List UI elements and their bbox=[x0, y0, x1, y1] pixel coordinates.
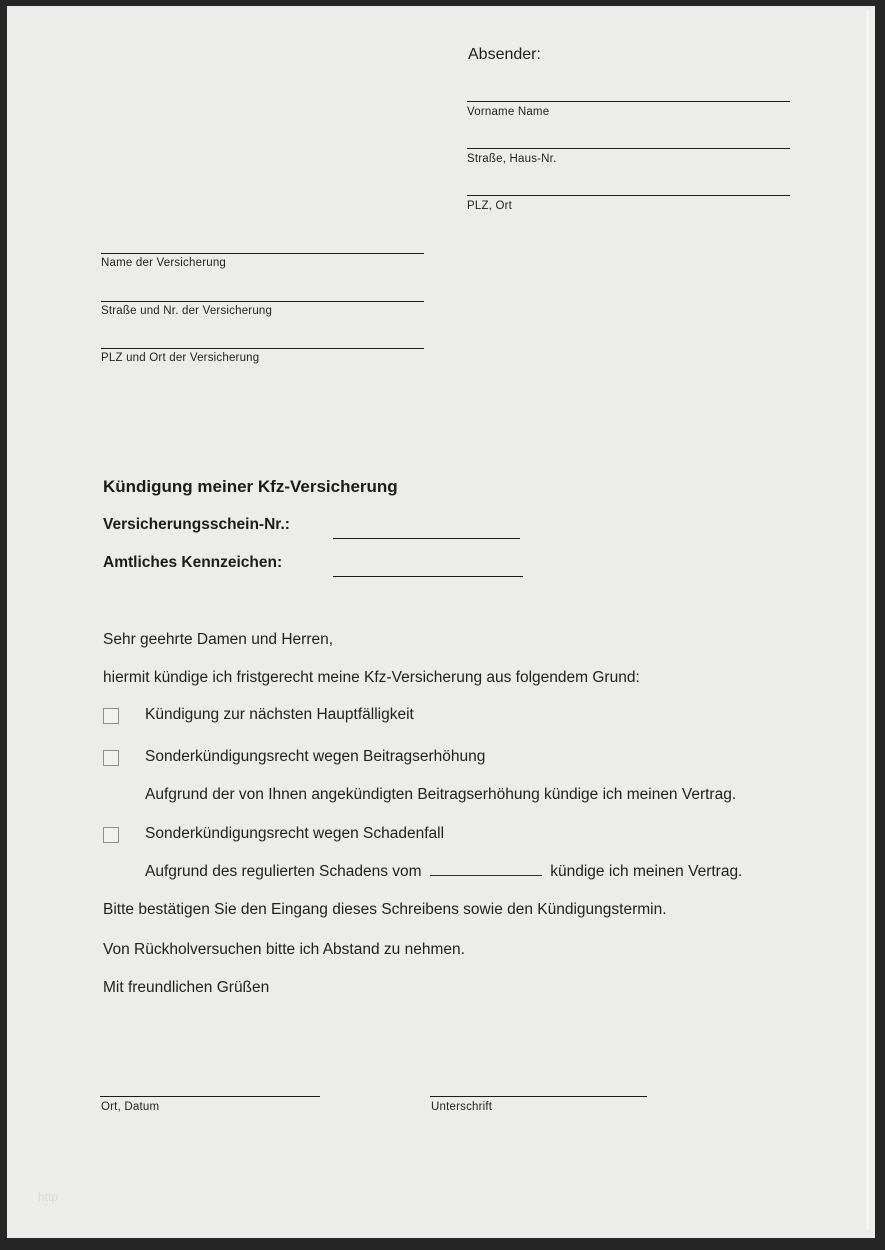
sender-street-label: Straße, Haus-Nr. bbox=[467, 153, 557, 165]
letter-title: Kündigung meiner Kfz-Versicherung bbox=[103, 477, 398, 496]
recipient-name-label: Name der Versicherung bbox=[101, 257, 227, 269]
sender-city-label: PLZ, Ort bbox=[467, 200, 513, 212]
license-plate-label: Amtliches Kennzeichen: bbox=[103, 554, 283, 571]
closing-confirmation-line: Bitte bestätigen Sie den Eingang dieses Schreibens sowie den Kündigungstermin. bbox=[103, 901, 667, 918]
checkbox-claim-event[interactable] bbox=[103, 827, 119, 843]
recipient-city-line[interactable] bbox=[101, 348, 424, 349]
checkbox-premium-increase[interactable] bbox=[103, 750, 119, 766]
signature-line[interactable] bbox=[430, 1096, 647, 1097]
claim-detail-before: Aufgrund des regulierten Schadens vom bbox=[145, 863, 422, 880]
license-plate-line[interactable] bbox=[333, 576, 523, 577]
place-date-line[interactable] bbox=[100, 1096, 320, 1097]
sender-street-line[interactable] bbox=[467, 148, 790, 149]
reason-next-due-date-label: Kündigung zur nächsten Hauptfälligkeit bbox=[145, 706, 414, 723]
recipient-street-label: Straße und Nr. der Versicherung bbox=[101, 305, 273, 317]
claim-detail-after: kündige ich meinen Vertrag. bbox=[550, 863, 743, 880]
place-date-label: Ort, Datum bbox=[101, 1101, 160, 1113]
claim-date-blank[interactable] bbox=[430, 875, 542, 876]
reason-premium-increase-label: Sonderkündigungsrecht wegen Beitragserhöhung bbox=[145, 748, 486, 765]
sender-name-line[interactable] bbox=[467, 101, 790, 102]
claim-event-detail bbox=[145, 863, 742, 881]
sender-city-line[interactable] bbox=[467, 195, 790, 196]
faint-watermark: http bbox=[38, 1190, 59, 1204]
salutation: Sehr geehrte Damen und Herren, bbox=[103, 631, 334, 648]
recipient-city-label: PLZ und Ort der Versicherung bbox=[101, 352, 260, 364]
signature-label: Unterschrift bbox=[431, 1101, 493, 1113]
page-edge-highlight bbox=[866, 10, 869, 1230]
sender-name-label: Vorname Name bbox=[467, 106, 550, 118]
sender-heading: Absender: bbox=[468, 46, 541, 63]
intro-line: hiermit kündige ich fristgerecht meine Kfz-Versicherung aus folgendem Grund: bbox=[103, 669, 640, 686]
letter-page bbox=[7, 6, 875, 1238]
policy-number-label: Versicherungsschein-Nr.: bbox=[103, 516, 290, 533]
recipient-street-line[interactable] bbox=[101, 301, 424, 302]
closing-regards-line: Mit freundlichen Grüßen bbox=[103, 979, 270, 996]
reason-claim-event-label: Sonderkündigungsrecht wegen Schadenfall bbox=[145, 825, 445, 842]
closing-no-retention-line: Von Rückholversuchen bitte ich Abstand zu nehmen. bbox=[103, 941, 465, 958]
recipient-name-line[interactable] bbox=[101, 253, 424, 254]
checkbox-next-due-date[interactable] bbox=[103, 708, 119, 724]
premium-increase-detail: Aufgrund der von Ihnen angekündigten Beitragserhöhung kündige ich meinen Vertrag. bbox=[145, 786, 737, 803]
policy-number-line[interactable] bbox=[333, 538, 520, 539]
